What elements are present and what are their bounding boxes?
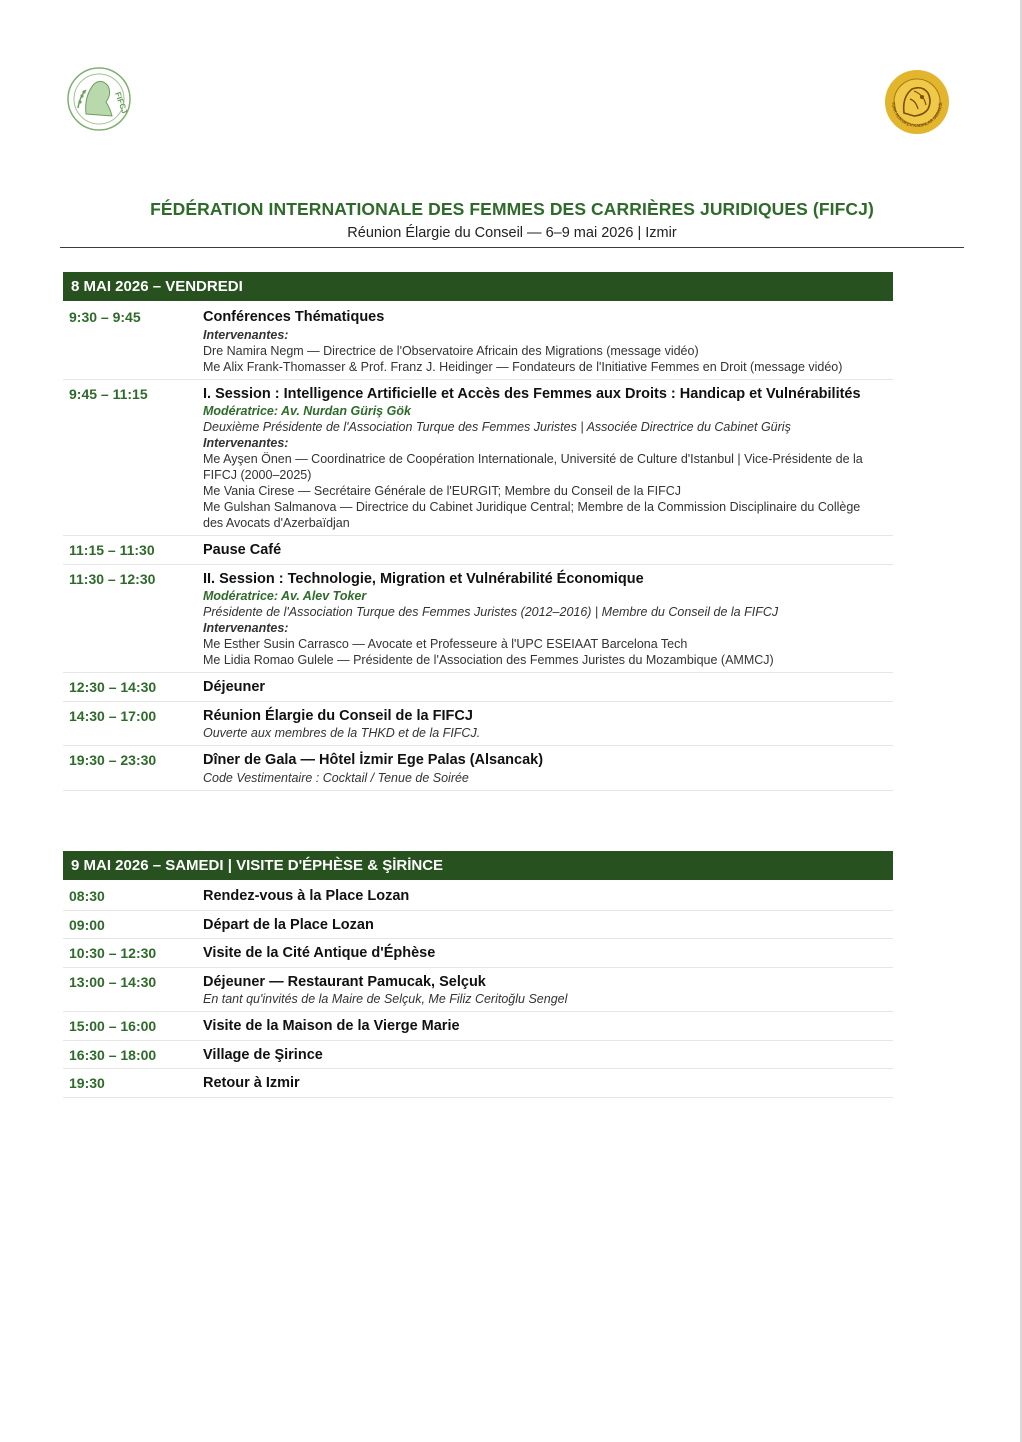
header-divider — [60, 247, 964, 248]
fifcj-logo — [64, 66, 134, 132]
event-title: Dîner de Gala — Hôtel İzmir Ege Palas (Alsancak) — [203, 752, 544, 768]
schedule-row — [63, 702, 893, 747]
speaker: Me Lidia Romao Gulele — Présidente de l'Association des Femmes Juristes du Mozambique (AMMCJ) — [203, 653, 774, 667]
schedule-row — [63, 673, 893, 702]
day2-schedule — [63, 882, 893, 1098]
time-slot: 19:30 – 23:30 — [69, 752, 157, 768]
time-slot: 9:45 – 11:15 — [69, 385, 148, 402]
time-slot: 9:30 – 9:45 — [69, 309, 141, 325]
event-title: Déjeuner — Restaurant Pamucak, Selçuk — [203, 973, 486, 990]
moderator: Modératrice: Av. Nurdan Güriş Gök — [203, 404, 411, 418]
schedule-row — [63, 1012, 893, 1041]
schedule-row — [63, 746, 893, 791]
time-slot: 11:15 – 11:30 — [69, 542, 155, 558]
speaker: Me Esther Susin Carrasco — Avocate et Professeure à l'UPC ESEIAAT Barcelona Tech — [203, 637, 688, 651]
event-title: Départ de la Place Lozan — [203, 916, 374, 933]
time-slot: 09:00 — [69, 916, 105, 933]
speaker: Me Ayşen Önen — Coordinatrice de Coopération Internationale, Université de Culture d'Istanbul | Vice-Présidente de la FIFCJ (2000–2025) — [203, 452, 863, 482]
time-slot: 15:00 – 16:00 — [69, 1018, 157, 1034]
meeting-subtitle: Réunion Élargie du Conseil — 6–9 mai 2026 | Izmir — [347, 225, 677, 241]
fifcj-logo-text: FIFCJ — [113, 90, 130, 115]
thkd-logo-text: TÜRK HUKUKÇU KADINLAR DERNEĞİ — [890, 101, 943, 129]
moderator-role: Deuxième Présidente de l'Association Turque des Femmes Juristes | Associée Directrice du Cabinet Güriş — [203, 420, 791, 434]
federation-title: FÉDÉRATION INTERNATIONALE DES FEMMES DES CARRIÈRES JURIDIQUES (FIFCJ) — [150, 199, 874, 219]
time-slot: 08:30 — [69, 888, 105, 904]
event-title: Visite de la Maison de la Vierge Marie — [203, 1018, 460, 1034]
event-title: Déjeuner — [203, 679, 266, 695]
day-header-8-mai: 8 MAI 2026 – VENDREDI — [63, 272, 893, 301]
schedule-row — [63, 911, 893, 940]
event-title: I. Session : Intelligence Artificielle et Accès des Femmes aux Droits : Handicap et Vulnérabilités — [203, 385, 861, 402]
day-header-9-mai: 9 MAI 2026 – SAMEDI | VISITE D'ÉPHÈSE & ŞİRİNCE — [63, 851, 893, 880]
event-title: Retour à Izmir — [203, 1075, 300, 1091]
thkd-logo — [884, 69, 950, 135]
schedule-row — [63, 1069, 893, 1098]
document-header — [60, 199, 964, 241]
schedule-row — [63, 1041, 893, 1070]
event-title: Rendez-vous à la Place Lozan — [203, 888, 410, 904]
time-slot: 19:30 — [69, 1075, 105, 1091]
event-note: Ouverte aux membres de la THKD et de la FIFCJ. — [203, 726, 481, 740]
time-slot: 13:00 – 14:30 — [69, 973, 157, 990]
time-slot: 11:30 – 12:30 — [69, 570, 156, 587]
schedule-row — [63, 303, 893, 380]
event-note: En tant qu'invités de la Maire de Selçuk, Me Filiz Ceritoğlu Sengel — [203, 992, 568, 1006]
schedule-row — [63, 536, 893, 565]
event-title: Pause Café — [203, 542, 282, 558]
day1-schedule — [63, 303, 893, 791]
schedule-row — [63, 565, 893, 674]
speaker: Me Alix Frank-Thomasser & Prof. Franz J. Heidinger — Fondateurs de l'Initiative Femmes en Droit (message vidéo) — [203, 359, 843, 374]
schedule-row — [63, 380, 893, 537]
moderator: Modératrice: Av. Alev Toker — [203, 589, 367, 603]
speaker: Me Vania Cirese — Secrétaire Générale de l'EURGIT; Membre du Conseil de la FIFCJ — [203, 484, 682, 498]
event-title: Village de Şirince — [203, 1046, 323, 1063]
event-title: II. Session : Technologie, Migration et Vulnérabilité Économique — [203, 570, 644, 587]
time-slot: 16:30 – 18:00 — [69, 1046, 157, 1063]
schedule-row — [63, 968, 893, 1013]
time-slot: 10:30 – 12:30 — [69, 945, 157, 961]
speakers-label: Intervenantes: — [203, 621, 289, 635]
speaker: Me Gulshan Salmanova — Directrice du Cabinet Juridique Central; Membre de la Commission Disciplinaire du Collège des Avocats d'Azerbaïdjan — [203, 500, 861, 530]
time-slot: 14:30 – 17:00 — [69, 707, 157, 724]
speaker: Dre Namira Negm — Directrice de l'Observatoire Africain des Migrations (message vidéo) — [203, 343, 699, 358]
schedule-row — [63, 939, 893, 968]
time-slot: 12:30 – 14:30 — [69, 679, 157, 695]
moderator-role: Présidente de l'Association Turque des Femmes Juristes (2012–2016) | Membre du Conseil de la FIFCJ — [203, 605, 779, 619]
schedule-row — [63, 882, 893, 911]
speakers-label: Intervenantes: — [203, 327, 289, 342]
event-title: Conférences Thématiques — [203, 309, 385, 325]
event-title: Visite de la Cité Antique d'Éphèse — [203, 945, 436, 961]
event-title: Réunion Élargie du Conseil de la FIFCJ — [203, 707, 473, 724]
event-note: Code Vestimentaire : Cocktail / Tenue de Soirée — [203, 770, 469, 785]
speakers-label: Intervenantes: — [203, 436, 289, 450]
